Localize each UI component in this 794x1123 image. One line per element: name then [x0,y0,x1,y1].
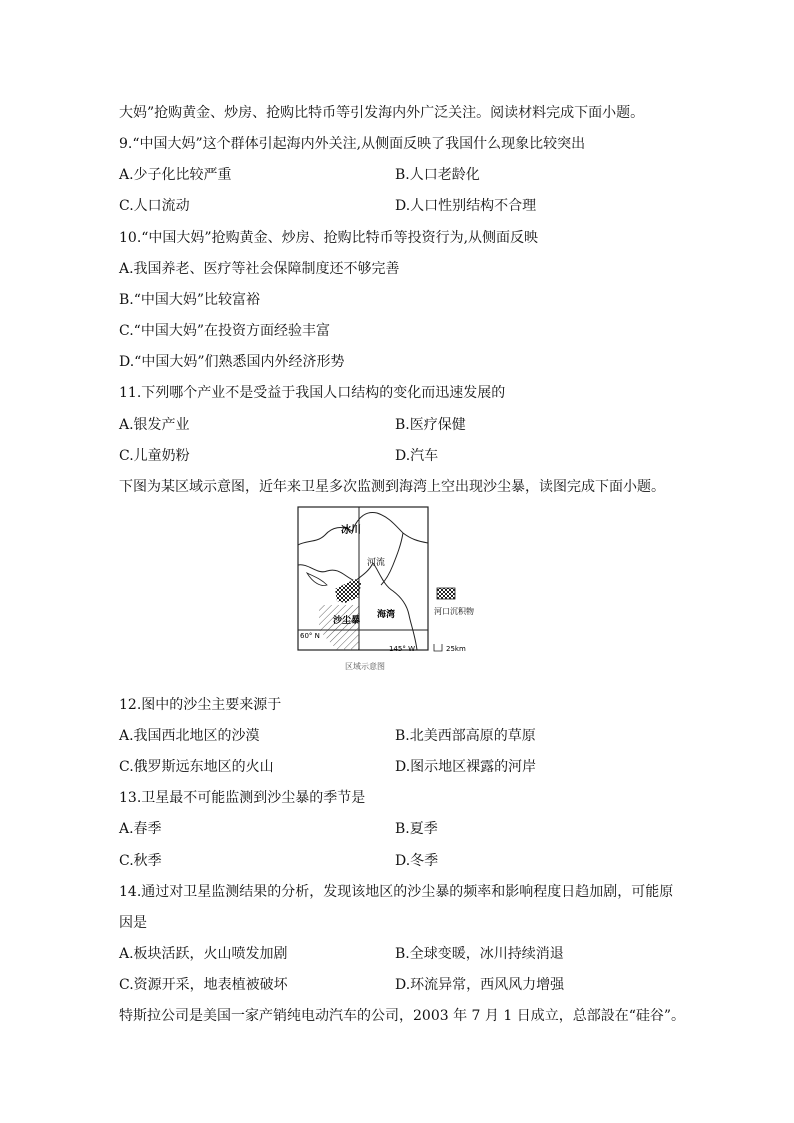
q14-option-c: C.资源开采，地表植被破坏 [119,977,288,993]
region-map [297,505,487,660]
label-lon: 145° W [389,645,416,653]
q13-stem: 13.卫星最不可能监测到沙尘暴的季节是 [119,790,366,806]
q9-option-c: C.人口流动 [119,198,190,214]
tesla-intro: 特斯拉公司是美国一家产销纯电动汽车的公司，2003 年 7 月 1 日成立，总部設在“硅谷”。 [119,1008,686,1024]
q10-option-a: A.我国养老、医疗等社会保障制度还不够完善 [119,261,400,277]
q14-stem-line1: 14.通过对卫星监测结果的分析，发现该地区的沙尘暴的频率和影响程度日趋加剧，可能原 [119,884,674,900]
q14-option-b: B.全球变暖，冰川持续消退 [395,946,564,962]
q12-option-b: B.北美西部高原的草原 [395,728,536,744]
q9-option-d: D.人口性别结构不合理 [395,198,537,214]
q10-option-c: C.“中国大妈”在投资方面经验丰富 [119,323,330,339]
label-glacier: 冰川 [341,525,361,536]
q9-stem: 9.“中国大妈”这个群体引起海内外关注,从侧面反映了我国什么现象比较突出 [119,136,586,152]
label-lat: 60° N [300,632,320,640]
q14-option-a: A.板块活跃，火山喷发加剧 [119,946,288,962]
q13-option-b: B.夏季 [395,821,438,837]
q10-stem: 10.“中国大妈”抢购黄金、炒房、抢购比特币等投资行为,从侧面反映 [119,230,539,246]
label-dust: 沙尘暴 [333,616,361,626]
map-intro: 下图为某区域示意图，近年来卫星多次监测到海湾上空出现沙尘暴，读图完成下面小题。 [119,479,665,495]
q11-option-b: B.医疗保健 [395,417,466,433]
q13-option-d: D.冬季 [395,853,439,869]
q13-option-a: A.春季 [119,821,162,837]
q9-option-b: B.人口老龄化 [395,167,480,183]
legend-swatch [437,588,455,599]
q10-option-b: B.“中国大妈”比较富裕 [119,292,261,308]
legend-deposit-label: 河口沉积物 [434,607,474,616]
map-caption: 区域示意图 [345,662,385,671]
q14-option-d: D.环流异常，西风风力增强 [395,977,565,993]
q11-option-c: C.儿童奶粉 [119,448,190,464]
scale-label: 25km [446,645,466,653]
q12-option-c: C.俄罗斯远东地区的火山 [119,759,274,775]
q11-option-a: A.银发产业 [119,417,190,433]
q9-option-a: A.少子化比较严重 [119,167,232,183]
q11-option-d: D.汽车 [395,448,439,464]
q14-stem-line2: 因是 [119,915,147,931]
q13-option-c: C.秋季 [119,853,162,869]
q12-option-d: D.图示地区裸露的河岸 [395,759,537,775]
scale-bar [434,644,442,651]
q12-option-a: A.我国西北地区的沙漠 [119,728,260,744]
label-bay: 海湾 [377,610,396,620]
label-river: 河流 [367,558,386,568]
intro-tail-text: 大妈”抢购黄金、炒房、抢购比特币等引发海内外广泛关注。阅读材料完成下面小题。 [119,105,645,121]
q10-option-d: D.“中国大妈”们熟悉国内外经济形势 [119,354,345,370]
q12-stem: 12.图中的沙尘主要来源于 [119,697,282,713]
q11-stem: 11.下列哪个产业不是受益于我国人口结构的变化而迅速发展的 [119,385,506,401]
